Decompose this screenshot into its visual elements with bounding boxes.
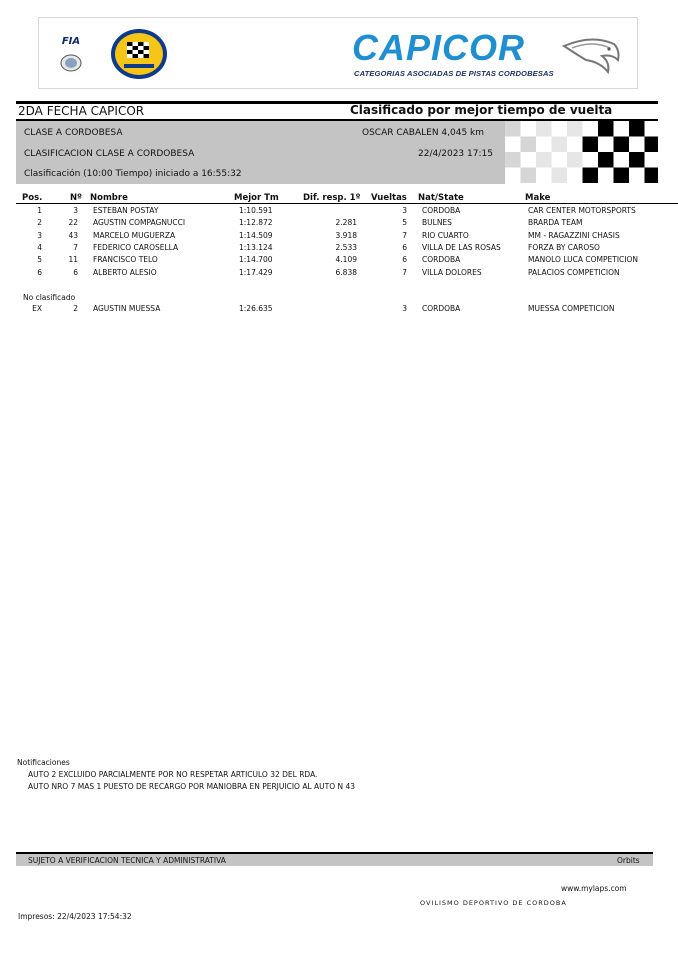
col-header-name: Nombre [90,193,128,203]
table-row [0,218,678,230]
fia-badge-icon [59,53,83,73]
cell-pos: 4 [37,242,42,252]
track-info: OSCAR CABALEN 4,045 km [362,128,485,138]
cell-laps: 3 [402,206,407,215]
col-header-best: Mejor Tm [234,193,279,203]
printed-timestamp: Impresos: 22/4/2023 17:54:32 [18,912,132,921]
cell-best: 1:10.591 [239,206,273,215]
table-row [0,268,678,280]
table-row [0,231,678,243]
checkered-flag-icon [505,121,658,184]
verification-note: SUJETO A VERIFICACION TECNICA Y ADMINISTRATIVA [28,856,226,865]
event-title: 2DA FECHA CAPICOR [18,104,145,118]
cell-num: 2 [73,304,78,313]
cell-best: 1:14.509 [239,230,273,240]
cell-num: 43 [68,230,78,240]
cell-diff: 2.281 [335,218,357,228]
notification-line: AUTO NRO 7 MAS 1 PUESTO DE RECARGO POR MANIOBRA EN PERJUICIO AL AUTO N 43 [28,782,356,791]
cell-name: FRANCISCO TELO [93,255,158,265]
cell-best: 1:14.700 [239,255,273,265]
table-row [0,304,678,316]
cell-num: 3 [73,206,78,215]
table-row [0,206,678,218]
cell-laps: 7 [402,230,407,240]
capicor-logo-text: CAPICOR [352,27,526,68]
cell-pos: 5 [37,255,42,265]
cell-pos: 1 [37,206,42,215]
cell-best: 1:13.124 [239,242,273,252]
class-label: CLASE A CORDOBESA [24,128,123,138]
eagle-logo-icon [562,32,622,80]
cell-nat: CORDOBA [422,255,461,265]
cell-make: MUESSA COMPETICION [528,304,615,313]
cell-num: 6 [73,267,78,277]
fia-logo: FIA [61,36,81,47]
cell-name: AGUSTIN COMPAGNUCCI [93,218,186,228]
cell-num: 11 [68,255,78,265]
cell-nat: CORDOBA [422,206,461,215]
cell-nat: CORDOBA [422,304,461,313]
cell-laps: 5 [402,218,407,228]
cell-pos: 3 [37,230,42,240]
col-header-num: Nº [70,193,82,203]
website-link[interactable]: www.mylaps.com [561,884,627,893]
cell-best: 1:17.429 [239,267,273,277]
cell-name: ALBERTO ALESIO [93,267,157,277]
cell-best: 1:26.635 [239,304,273,313]
cell-nat: VILLA DOLORES [422,267,482,277]
session-datetime: 22/4/2023 17:15 [418,149,493,159]
cell-diff: 6.838 [335,267,357,277]
session-title: Clasificado por mejor tiempo de vuelta [350,103,613,117]
cell-make: MANOLO LUCA COMPETICION [528,255,638,265]
notification-line: AUTO 2 EXCLUIDO PARCIALMENTE POR NO RESPETAR ARTICULO 32 DEL RDA. [28,770,318,779]
cell-nat: RIO CUARTO [422,230,469,240]
cell-diff: 4.109 [335,255,357,265]
cell-diff: 2.533 [335,242,357,252]
not-classified-label: No clasificado [23,293,76,302]
col-header-pos: Pos. [22,193,43,203]
cell-name: ESTEBAN POSTAY [93,206,159,215]
cell-pos: 6 [37,267,42,277]
cell-name: FEDERICO CAROSELLA [93,242,179,252]
header-rule [16,203,678,204]
cell-make: FORZA BY CAROSO [528,242,600,252]
cell-make: CAR CENTER MOTORSPORTS [528,206,636,215]
cell-laps: 6 [402,242,407,252]
capicor-subtitle: CATEGORIAS ASOCIADAS DE PISTAS CORDOBESAS [354,69,554,78]
cell-make: BRARDA TEAM [528,218,583,228]
session-start-info: Clasificación (10:00 Tiempo) iniciado a 16:55:32 [24,169,242,179]
cell-laps: 7 [402,267,407,277]
table-row [0,243,678,255]
cell-pos: EX [32,304,42,313]
cell-best: 1:12.872 [239,218,273,228]
cell-num: 22 [68,218,78,228]
cell-name: AGUSTIN MUESSA [93,304,161,313]
cell-laps: 6 [402,255,407,265]
cell-num: 7 [73,242,78,252]
cell-make: MM - RAGAZZINI CHASIS [528,230,620,240]
cell-pos: 2 [37,218,42,228]
cell-laps: 3 [402,304,407,313]
cell-name: MARCELO MUGUERZA [93,230,176,240]
cell-nat: BULNES [422,218,452,228]
club-name: OVILISMO DEPORTIVO DE CORDOBA [420,899,567,907]
notifications-title: Notificaciones [17,758,70,767]
cell-make: PALACIOS COMPETICION [528,267,620,277]
table-row [0,255,678,267]
cell-diff: 3.918 [335,230,357,240]
orbits-label: Orbits [617,856,640,865]
automovil-club-logo [110,28,168,80]
classification-label: CLASIFICACION CLASE A CORDOBESA [24,149,195,159]
col-header-diff: Dif. resp. 1º [303,193,361,203]
col-header-laps: Vueltas [371,193,407,203]
col-header-make: Make [525,193,551,203]
cell-nat: VILLA DE LAS ROSAS [422,242,501,252]
col-header-nat: Nat/State [418,193,464,203]
